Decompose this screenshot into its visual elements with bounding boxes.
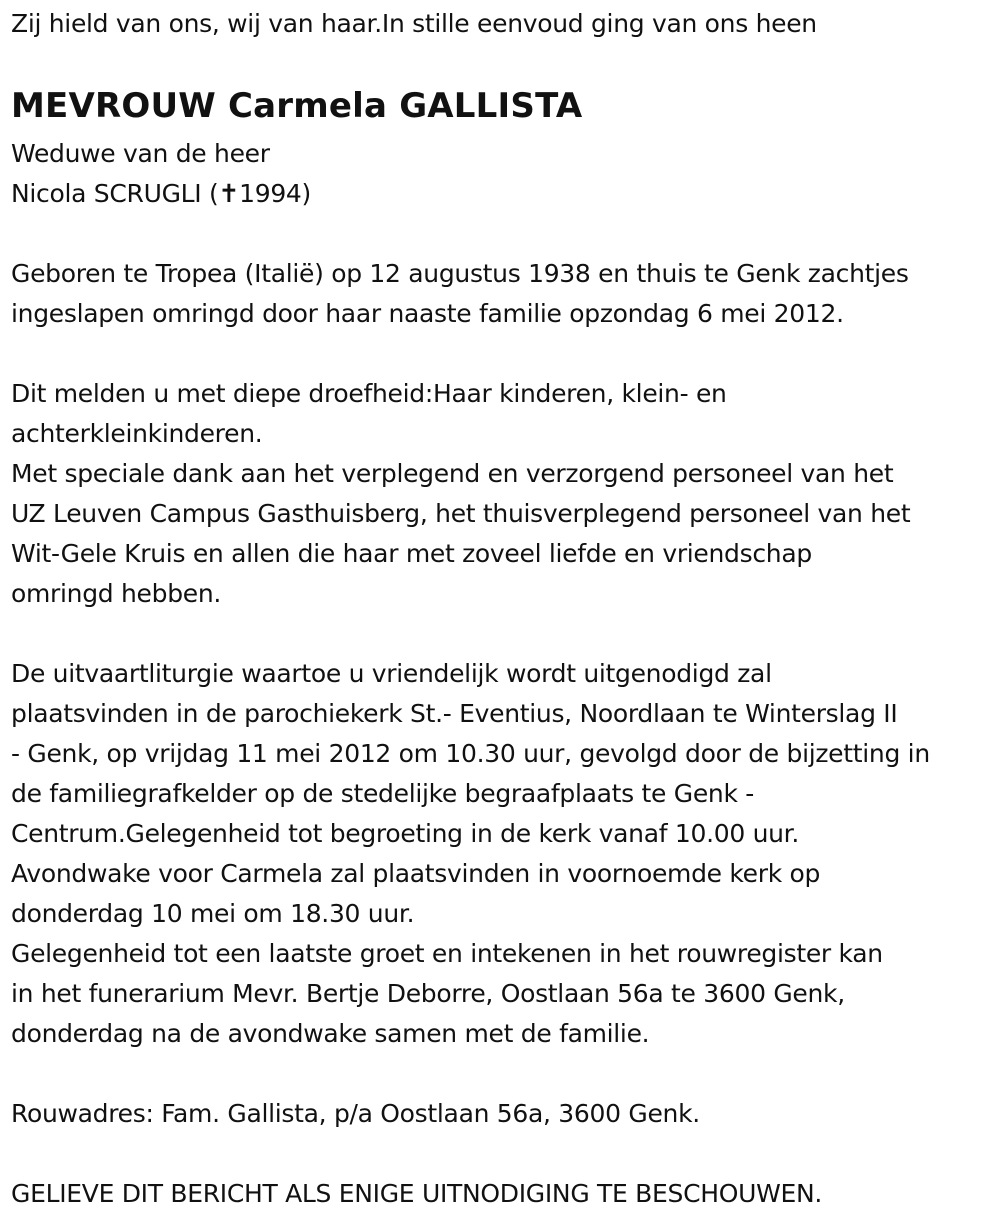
paragraph-line: plaatsvinden in de parochiekerk St.- Eventius, Noordlaan te Winterslag II	[11, 699, 898, 728]
intro-text: Zij hield van ons, wij van haar.In stille eenvoud ging van ons heen	[11, 9, 817, 38]
paragraph-line: de familiegrafkelder op de stedelijke begraafplaats te Genk -	[11, 779, 755, 808]
paragraph-line: Dit melden u met diepe droefheid:Haar kinderen, klein- en	[11, 379, 727, 408]
paragraph-line: Met speciale dank aan het verplegend en verzorgend personeel van het	[11, 459, 894, 488]
widow-block	[11, 134, 311, 214]
invitation-notice: GELIEVE DIT BERICHT ALS ENIGE UITNODIGING TE BESCHOUWEN.	[11, 1179, 823, 1208]
paragraph-line: UZ Leuven Campus Gasthuisberg, het thuisverplegend personeel van het	[11, 499, 911, 528]
paragraph-line: donderdag na de avondwake samen met de familie.	[11, 1019, 650, 1048]
paragraph-line: in het funerarium Mevr. Bertje Deborre, Oostlaan 56a te 3600 Genk,	[11, 979, 845, 1008]
paragraph-line: - Genk, op vrijdag 11 mei 2012 om 10.30 uur, gevolgd door de bijzetting in	[11, 739, 930, 768]
paragraph-line: achterkleinkinderen.	[11, 419, 263, 448]
widow-line: Weduwe van de heer	[11, 139, 270, 168]
deceased-name: MEVROUW Carmela GALLISTA	[11, 86, 583, 126]
paragraph-line: omringd hebben.	[11, 579, 222, 608]
mourning-address: Rouwadres: Fam. Gallista, p/a Oostlaan 56a, 3600 Genk.	[11, 1099, 700, 1128]
paragraph-line: De uitvaartliturgie waartoe u vriendelijk wordt uitgenodigd zal	[11, 659, 772, 688]
paragraph-line: Avondwake voor Carmela zal plaatsvinden in voornoemde kerk op	[11, 859, 821, 888]
spouse-line: Nicola SCRUGLI (✝1994)	[11, 179, 311, 208]
paragraph-line: Gelegenheid tot een laatste groet en intekenen in het rouwregister kan	[11, 939, 883, 968]
paragraph-line: Geboren te Tropea (Italië) op 12 augustus 1938 en thuis te Genk zachtjes	[11, 259, 909, 288]
paragraph-line: ingeslapen omringd door haar naaste familie opzondag 6 mei 2012.	[11, 299, 844, 328]
family-message-paragraph	[11, 374, 910, 614]
paragraph-line: donderdag 10 mei om 18.30 uur.	[11, 899, 415, 928]
funeral-details-paragraph	[11, 654, 930, 1054]
paragraph-line: Centrum.Gelegenheid tot begroeting in de kerk vanaf 10.00 uur.	[11, 819, 800, 848]
paragraph-line: Wit-Gele Kruis en allen die haar met zoveel liefde en vriendschap	[11, 539, 812, 568]
birth-death-paragraph	[11, 254, 909, 334]
